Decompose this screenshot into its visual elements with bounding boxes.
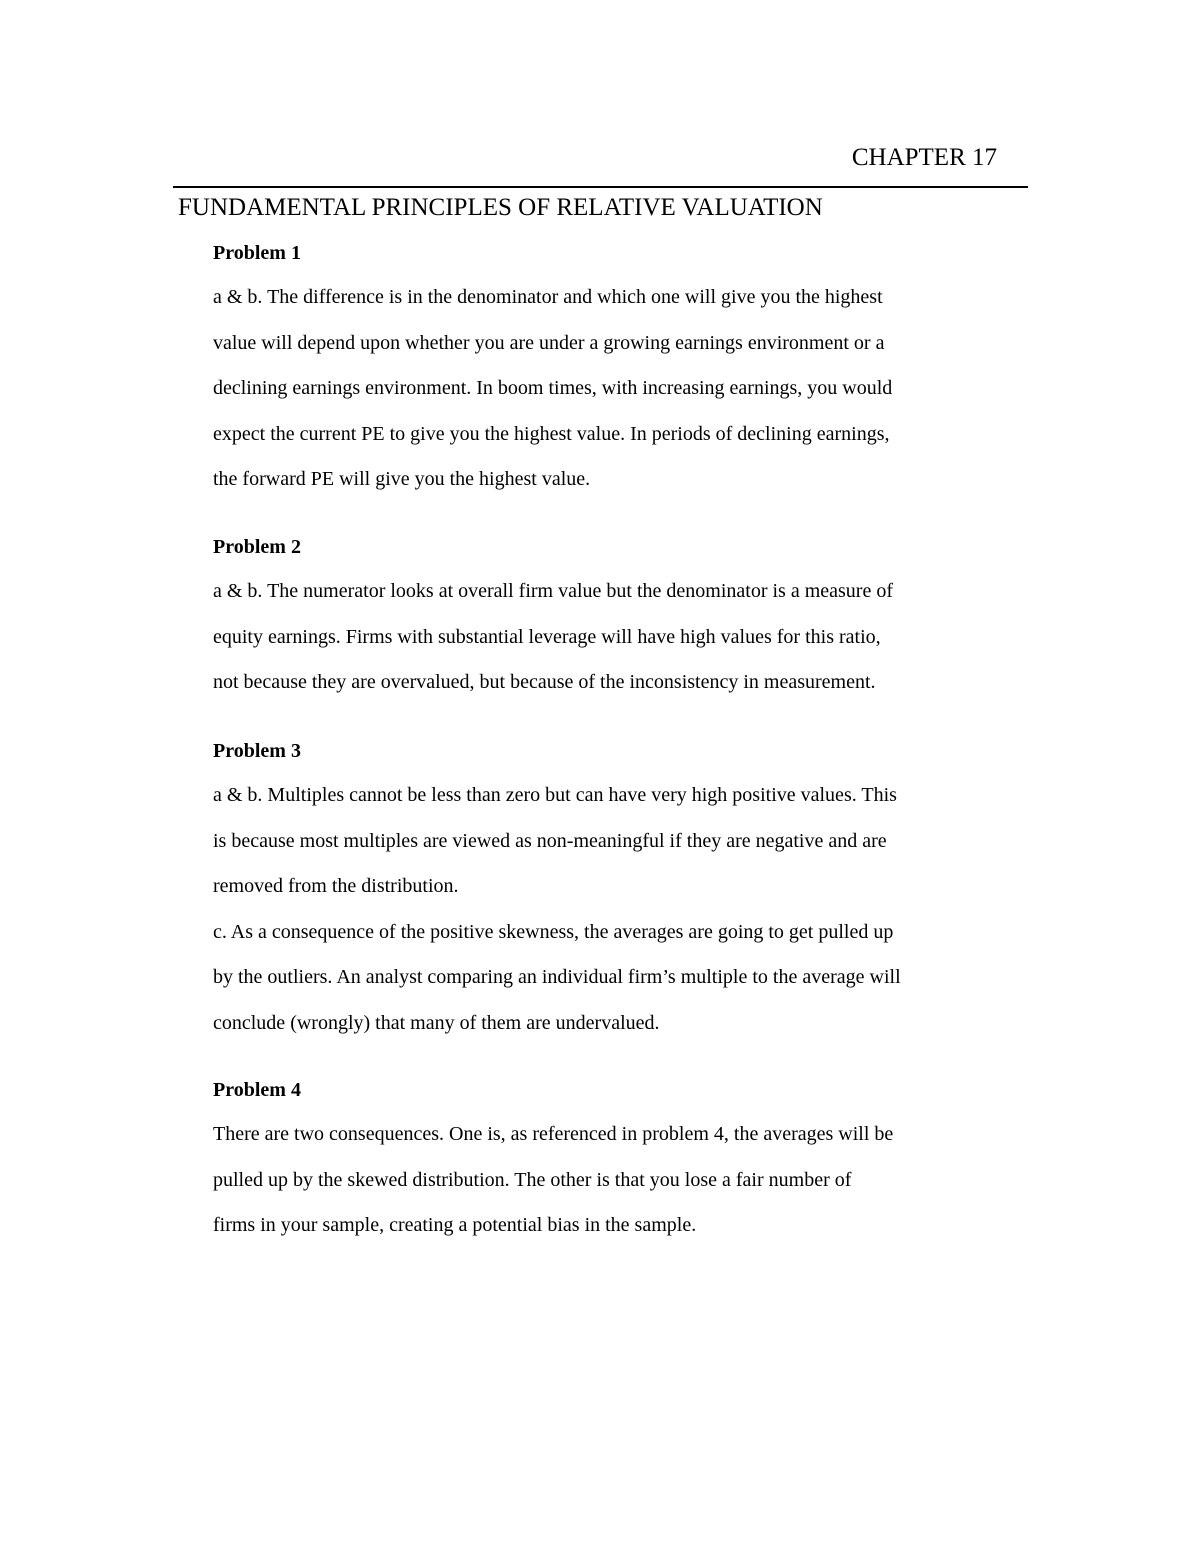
answer-line: a & b. The numerator looks at overall firm value but the denominator is a measure of — [213, 580, 893, 602]
problem-3-section — [213, 738, 1028, 1047]
problem-heading: Problem 1 — [213, 242, 301, 264]
problem-heading: Problem 4 — [213, 1079, 301, 1101]
answer-line: the forward PE will give you the highest value. — [213, 468, 591, 491]
answer-line: conclude (wrongly) that many of them are undervalued. — [213, 1011, 660, 1034]
answer-line: by the outliers. An analyst comparing an individual firm’s multiple to the average will — [213, 966, 901, 989]
answer-line: is because most multiples are viewed as non-meaningful if they are negative and are — [213, 829, 887, 852]
answer-line: pulled up by the skewed distribution. The other is that you lose a fair number of — [213, 1168, 852, 1191]
header-rule — [173, 186, 1028, 188]
answer-line: declining earnings environment. In boom times, with increasing earnings, you would — [213, 377, 893, 400]
chapter-number: CHAPTER 17 — [851, 144, 997, 171]
problem-answer — [213, 275, 1028, 503]
answer-line: value will depend upon whether you are under a growing earnings environment or a — [213, 331, 885, 354]
answer-line: equity earnings. Firms with substantial leverage will have high values for this ratio, — [213, 625, 881, 648]
problem-2-section — [213, 534, 1028, 706]
chapter-title: FUNDAMENTAL PRINCIPLES OF RELATIVE VALUATION — [178, 194, 823, 221]
answer-line: firms in your sample, creating a potential bias in the sample. — [213, 1214, 697, 1237]
problem-answer — [213, 569, 1028, 706]
answer-line: a & b. Multiples cannot be less than zero but can have very high positive values. This — [213, 784, 897, 806]
problem-4-section — [213, 1077, 1028, 1249]
problem-answer — [213, 773, 1028, 1047]
problem-heading: Problem 2 — [213, 536, 301, 558]
answer-line: expect the current PE to give you the highest value. In periods of declining earnings, — [213, 422, 890, 445]
answer-line: removed from the distribution. — [213, 875, 459, 898]
problem-heading: Problem 3 — [213, 740, 301, 762]
answer-line: not because they are overvalued, but because of the inconsistency in measurement. — [213, 671, 876, 694]
problem-1-section — [213, 240, 1028, 503]
answer-line: a & b. The difference is in the denominator and which one will give you the highest — [213, 286, 883, 308]
problem-answer — [213, 1112, 1028, 1249]
answer-line: There are two consequences. One is, as referenced in problem 4, the averages will be — [213, 1123, 894, 1145]
answer-line: c. As a consequence of the positive skewness, the averages are going to get pulled up — [213, 920, 894, 943]
